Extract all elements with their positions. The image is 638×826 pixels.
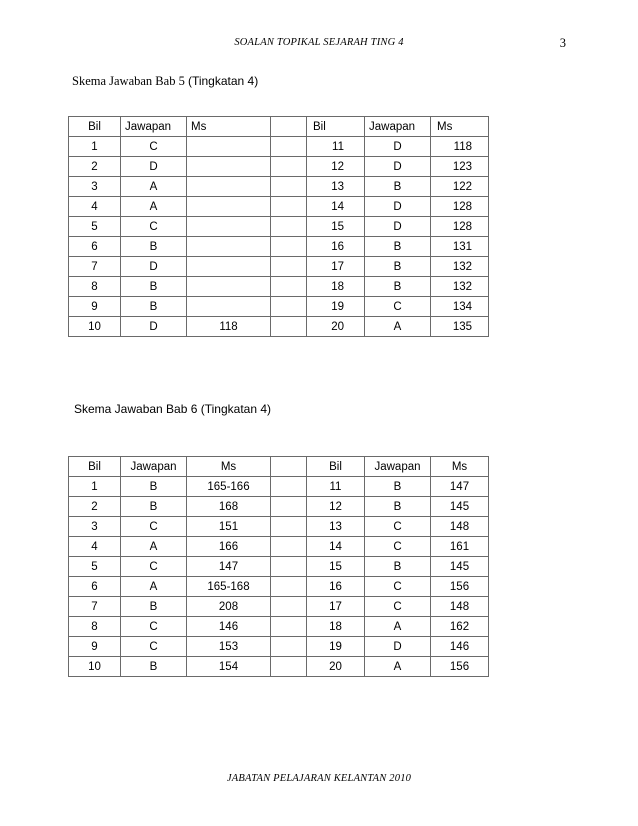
table-cell: 132	[431, 257, 489, 277]
table-cell: 122	[431, 177, 489, 197]
table-cell	[271, 197, 307, 217]
table-cell	[187, 237, 271, 257]
answer-table-bab6	[68, 456, 489, 677]
table-cell: 118	[187, 317, 271, 337]
column-header	[271, 457, 307, 477]
column-header	[271, 117, 307, 137]
table-cell: 128	[431, 197, 489, 217]
column-header: Ms	[431, 117, 489, 137]
table-cell: A	[365, 657, 431, 677]
table-cell: 4	[69, 537, 121, 557]
table-cell: 20	[307, 657, 365, 677]
table-row	[69, 517, 489, 537]
table-cell: A	[365, 317, 431, 337]
table-cell: 14	[307, 197, 365, 217]
table-cell: 11	[307, 137, 365, 157]
table-cell	[271, 597, 307, 617]
table-cell: 147	[187, 557, 271, 577]
table-cell	[271, 217, 307, 237]
table-cell	[271, 157, 307, 177]
table-cell: 131	[431, 237, 489, 257]
section-heading-bab5	[72, 74, 258, 89]
table-cell: 16	[307, 237, 365, 257]
table-cell: A	[121, 537, 187, 557]
table-cell: 148	[431, 517, 489, 537]
table-cell: 7	[69, 257, 121, 277]
table-cell: 19	[307, 297, 365, 317]
section-heading-bab6: Skema Jawaban Bab 6 (Tingkatan 4)	[74, 402, 271, 416]
table-cell: B	[121, 297, 187, 317]
table-cell	[271, 617, 307, 637]
table-cell: 4	[69, 197, 121, 217]
table-cell: 3	[69, 177, 121, 197]
table-cell: 146	[431, 637, 489, 657]
table-cell: 19	[307, 637, 365, 657]
table-cell	[187, 177, 271, 197]
table-cell	[271, 497, 307, 517]
table-cell: 166	[187, 537, 271, 557]
table-cell: 162	[431, 617, 489, 637]
column-header: Bil	[69, 117, 121, 137]
table-cell	[271, 177, 307, 197]
table-cell: D	[365, 157, 431, 177]
table-cell: B	[365, 277, 431, 297]
table-cell: D	[365, 637, 431, 657]
table-cell: D	[121, 257, 187, 277]
table-cell	[271, 557, 307, 577]
table-row	[69, 497, 489, 517]
page-number: 3	[559, 36, 566, 50]
table-cell: B	[365, 477, 431, 497]
table-cell	[271, 257, 307, 277]
table-cell	[271, 637, 307, 657]
table-cell: B	[365, 497, 431, 517]
table-cell: 13	[307, 177, 365, 197]
table-cell: B	[121, 597, 187, 617]
table-row	[69, 257, 489, 277]
table-cell: 165-168	[187, 577, 271, 597]
table-cell: C	[365, 517, 431, 537]
table-cell: A	[121, 177, 187, 197]
table-cell: 15	[307, 557, 365, 577]
table-cell: 146	[187, 617, 271, 637]
table-cell: 18	[307, 277, 365, 297]
table-cell: D	[121, 157, 187, 177]
table-cell: 15	[307, 217, 365, 237]
table-cell: 208	[187, 597, 271, 617]
table-row	[69, 617, 489, 637]
table-cell: C	[121, 557, 187, 577]
table-row	[69, 217, 489, 237]
table-row	[69, 157, 489, 177]
table-cell: B	[365, 257, 431, 277]
table-cell: B	[365, 237, 431, 257]
table-cell: 134	[431, 297, 489, 317]
table-cell: 5	[69, 217, 121, 237]
table-cell: 18	[307, 617, 365, 637]
table-cell: 20	[307, 317, 365, 337]
column-header: Ms	[187, 457, 271, 477]
table-cell: B	[121, 657, 187, 677]
table-cell: 153	[187, 637, 271, 657]
table-cell: 118	[431, 137, 489, 157]
table-cell	[271, 137, 307, 157]
table-cell: 11	[307, 477, 365, 497]
table-cell: 151	[187, 517, 271, 537]
table-cell	[187, 257, 271, 277]
table-cell: C	[365, 297, 431, 317]
table-cell: 154	[187, 657, 271, 677]
table-row	[69, 557, 489, 577]
column-header: Bil	[307, 457, 365, 477]
table-cell: 7	[69, 597, 121, 617]
table-cell: 10	[69, 317, 121, 337]
table-cell	[187, 217, 271, 237]
table-row	[69, 537, 489, 557]
table-cell: 3	[69, 517, 121, 537]
table-row	[69, 237, 489, 257]
section-heading-bab5-level: (Tingkatan 4)	[187, 74, 259, 88]
column-header: Bil	[307, 117, 365, 137]
table-header-row	[69, 117, 489, 137]
table-cell: 2	[69, 157, 121, 177]
table-row	[69, 637, 489, 657]
table-cell: D	[365, 197, 431, 217]
table-cell: 147	[431, 477, 489, 497]
table-row	[69, 317, 489, 337]
table-cell: C	[121, 137, 187, 157]
table-cell: C	[121, 617, 187, 637]
table-row	[69, 297, 489, 317]
table-cell: D	[365, 217, 431, 237]
table-cell: 156	[431, 657, 489, 677]
table-cell: B	[121, 277, 187, 297]
table-cell: C	[365, 597, 431, 617]
table-row	[69, 577, 489, 597]
section-heading-bab5-main: Skema Jawaban Bab 5	[72, 74, 188, 88]
table-cell: 2	[69, 497, 121, 517]
column-header: Jawapan	[365, 457, 431, 477]
table-cell: B	[121, 497, 187, 517]
table-row	[69, 177, 489, 197]
table-cell: 123	[431, 157, 489, 177]
table-cell: B	[365, 177, 431, 197]
table-cell: 17	[307, 597, 365, 617]
table-cell: D	[121, 317, 187, 337]
column-header: Jawapan	[121, 117, 187, 137]
column-header: Jawapan	[365, 117, 431, 137]
table-cell: 8	[69, 277, 121, 297]
table-cell: 16	[307, 577, 365, 597]
table-cell: 145	[431, 497, 489, 517]
table-cell: 17	[307, 257, 365, 277]
table-cell	[187, 157, 271, 177]
table-cell: 8	[69, 617, 121, 637]
table-cell: A	[121, 577, 187, 597]
table-cell: 161	[431, 537, 489, 557]
table-cell	[271, 537, 307, 557]
table-cell	[271, 517, 307, 537]
table-cell: B	[121, 237, 187, 257]
table-row	[69, 137, 489, 157]
table-cell: 6	[69, 237, 121, 257]
table-cell: C	[365, 577, 431, 597]
table-row	[69, 197, 489, 217]
table-cell	[187, 197, 271, 217]
column-header: Ms	[431, 457, 489, 477]
table-cell: 6	[69, 577, 121, 597]
table-cell: C	[121, 217, 187, 237]
table-cell: D	[365, 137, 431, 157]
table-cell	[271, 477, 307, 497]
page-footer-title: JABATAN PELAJARAN KELANTAN 2010	[226, 773, 412, 784]
table-cell: 5	[69, 557, 121, 577]
column-header: Bil	[69, 457, 121, 477]
table-cell: 135	[431, 317, 489, 337]
column-header: Jawapan	[121, 457, 187, 477]
table-cell: C	[365, 537, 431, 557]
table-cell: 156	[431, 577, 489, 597]
table-cell: 12	[307, 497, 365, 517]
table-cell: A	[121, 197, 187, 217]
table-cell: 132	[431, 277, 489, 297]
table-cell: 12	[307, 157, 365, 177]
table-cell: C	[121, 637, 187, 657]
table-cell: 168	[187, 497, 271, 517]
table-cell	[271, 577, 307, 597]
table-cell	[187, 137, 271, 157]
table-cell: A	[365, 617, 431, 637]
table-cell: 1	[69, 477, 121, 497]
table-cell: 13	[307, 517, 365, 537]
table-cell: 128	[431, 217, 489, 237]
table-cell	[271, 317, 307, 337]
table-cell: 1	[69, 137, 121, 157]
table-cell	[187, 297, 271, 317]
table-cell: 9	[69, 637, 121, 657]
answer-table-bab5	[68, 116, 489, 337]
page-header-title: SOALAN TOPIKAL SEJARAH TING 4	[234, 37, 404, 48]
column-header: Ms	[187, 117, 271, 137]
table-row	[69, 657, 489, 677]
table-row	[69, 277, 489, 297]
table-cell: 145	[431, 557, 489, 577]
table-cell	[271, 277, 307, 297]
table-cell: 14	[307, 537, 365, 557]
table-row	[69, 477, 489, 497]
table-header-row	[69, 457, 489, 477]
table-cell: C	[121, 517, 187, 537]
table-cell	[271, 297, 307, 317]
table-row	[69, 597, 489, 617]
table-cell: B	[365, 557, 431, 577]
table-cell	[271, 657, 307, 677]
table-cell	[271, 237, 307, 257]
table-cell: B	[121, 477, 187, 497]
table-cell: 9	[69, 297, 121, 317]
table-cell: 148	[431, 597, 489, 617]
table-cell: 10	[69, 657, 121, 677]
table-cell: 165-166	[187, 477, 271, 497]
table-cell	[187, 277, 271, 297]
